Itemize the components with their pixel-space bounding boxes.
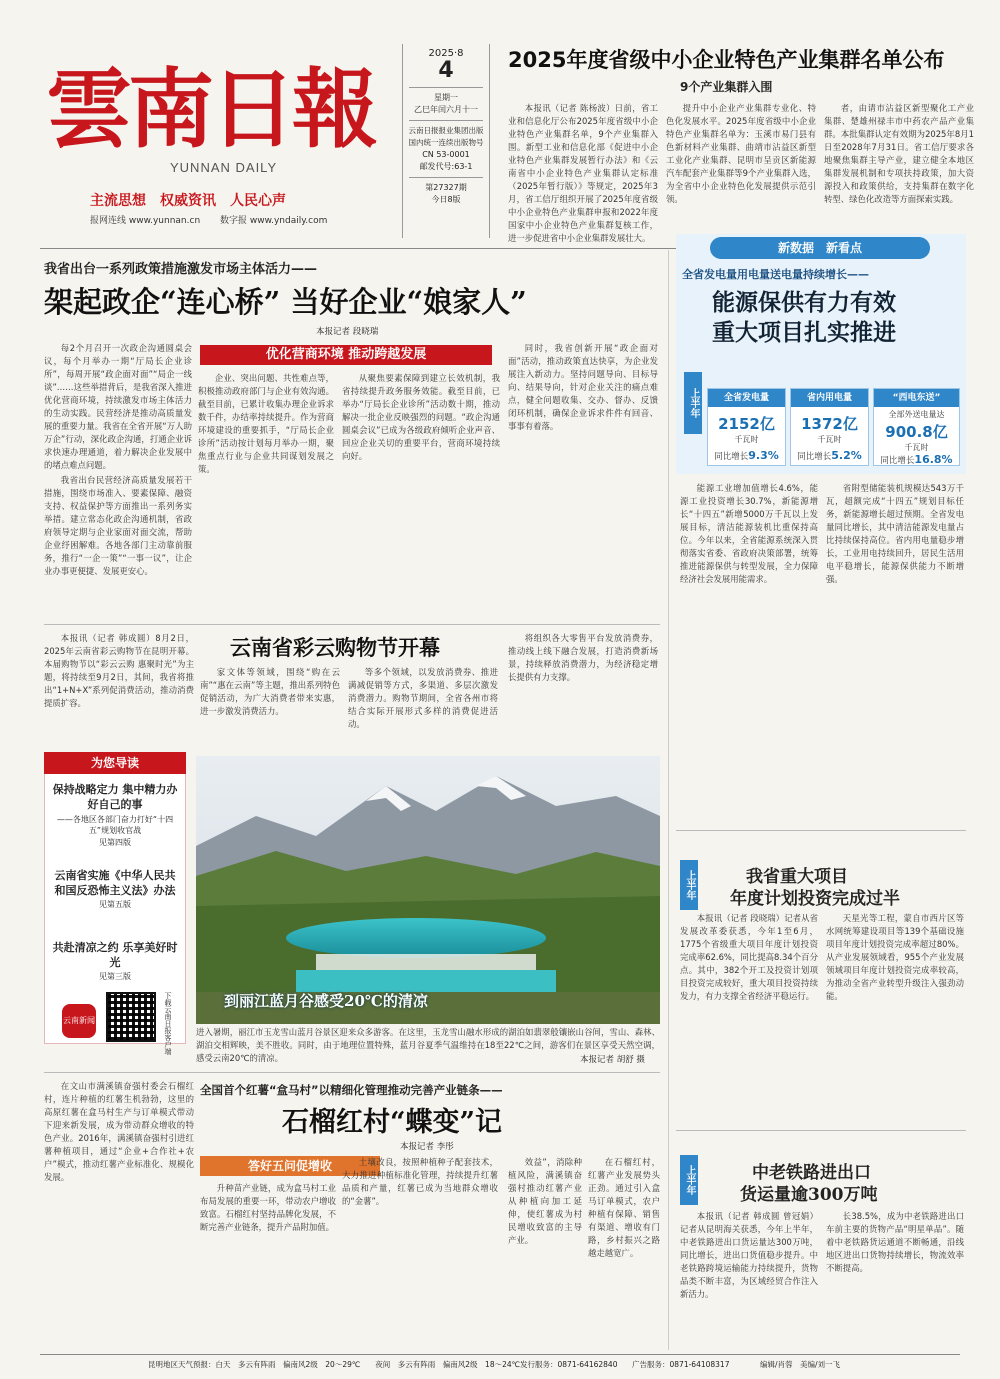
policy-title: 架起政企“连心桥” 当好企业“娘家人” [44, 285, 527, 319]
projects-title-1: 我省重大项目 [746, 867, 848, 887]
stat-power-usage: 省内用电量 1372亿 千瓦时 同比增长5.2% [790, 388, 869, 466]
policy-banner: 优化营商环境 推动跨越发展 [200, 345, 492, 365]
lead-title: 2025年度省级中小企业特色产业集群名单公布 [508, 48, 945, 72]
date-weekday: 星期一 [434, 93, 458, 102]
policy-col-4: 从聚焦要素保障到建立长效机制，我省持续提升政务服务效能。截至目前，已举办“厅局长企业诊所”活动数十期，推动解决一批企业反映强烈的问题。“政企沟通圆桌会议”已成为各级政府倾听企业声音、回应企业关切的重要平台，营商环境持续向好。 [342, 373, 500, 461]
energy-col-1: 能源工业增加值增长4.6%，能源工业投资增长30.7%，新能源增长“十四五”新增5000万千瓦以上发展目标，清洁能源装机比重保持高位。今年以来，全省能源系统深入贯彻落实省委、省政府决策部署，统筹推进能源保供与转型发展，全力保障经济社会发展用能需求。 [680, 483, 818, 584]
policy-divider [44, 624, 660, 625]
village-byline: 本报记者 李彤 [400, 1142, 454, 1152]
masthead-slogans: 主流思想 权威资讯 人民心声 [90, 193, 286, 209]
village-col-left: 在文山市满溪镇奋强村委会石榴红村，连片种植的红薯生机勃勃，这里的高原红薯在盒马村生产与订单模式带动下迎来新发展，成为带动群众增收的特色产业。2016年，满溪镇奋强村引进红薯种植项目，通过“企业+合作社+农户”模式，推动红薯产业标准化、规模化发展。 [44, 1081, 194, 1182]
stat-power-generation: 全省发电量 2152亿 千瓦时 同比增长9.3% [707, 388, 786, 466]
stat-value: 2152亿 [718, 415, 775, 433]
lijiang-photo [196, 756, 660, 1024]
projects-col-2: 天星光等工程，蒙自市西片区等水网统筹建设项目等139个基础设施项目年度计划投资完成率超过80%。从产业发展领域看，955个产业发展领域项目年度计划投资完成率较高，为推动全省产业转型升级注入强劲动能。 [826, 913, 964, 1001]
rail-col-1: 本报讯（记者 韩成圆 曾冠娟）记者从昆明海关获悉，今年上半年，中老铁路进出口货运量达300万吨，同比增长，进出口货值稳步提升。中老铁路跨境运输能力持续提升，货物品类不断丰富，为区域经贸合作注入新活力。 [680, 1211, 818, 1299]
photo-divider [44, 1072, 660, 1073]
date-lunar: 乙巳年闰六月十一 [414, 105, 478, 114]
publisher: 云南日报报业集团出版 [408, 126, 484, 135]
energy-col-2: 省附型储能装机规模达543万千瓦，超额完成“十四五”规划目标任务，新能源增长超过预期。全省发电量同比增长，其中清洁能源发电量占比持续保持高位。省内用电量稳步增长，工业用电持续回升，居民生活用电平稳增长，能源保供能力不断增强。 [826, 483, 964, 584]
village-col-1: 升种苗产业链，成为盒马村工业布局发展的重要一环，带动农户增收致富。石榴红村坚持品牌化发展，不断完善产业链条，提升产品附加值。 [200, 1183, 336, 1232]
stat-value: 1372亿 [801, 415, 858, 433]
energy-title-1: 能源保供有力有效 [712, 289, 896, 316]
lead-col-3: 者，由请市沾益区新型聚化工产业集群、楚雄州禄丰市中药农产品产业集群。本批集群认定有效期为2025年8月1日至2028年7月31日。省工信厅要求各地聚焦集群主导产业，建立健全本地区集群发展机制和专项扶持政策，加大资源投入和政策供给，支持集群在数字化转型、绿色化改造等方面探索实践。 [824, 103, 974, 204]
guide-item-page: 见第三版 [99, 972, 131, 981]
app-logo-icon: 云南新闻 [62, 1004, 96, 1038]
masthead-logo: 雲南日報 [46, 59, 374, 160]
policy-col-3: 企业、突出问题、共性难点等，积极推动政府部门与企业有效沟通。截至目前，已累计收集办理企业诉求数千件，办结率持续提升。作为营商环境建设的重要抓手，“厅局长企业诊所”活动按计划每月举办一期，聚焦重点行业与企业共同谋划发展之策。 [198, 373, 334, 474]
rail-title-1: 中老铁路进出口 [752, 1163, 871, 1183]
guide-item-title: 云南省实施《中华人民共和国反恐怖主义法》办法 [54, 869, 176, 897]
photo-credit: 本报记者 胡舒 摄 [580, 1055, 645, 1065]
footer-weather: 昆明地区天气预报：白天 多云有阵雨 偏南风2级 20～29℃ 夜间 多云有阵雨 偏南风2级 18～24℃ [148, 1360, 521, 1369]
qr-code-icon[interactable] [106, 992, 156, 1042]
shopping-title: 云南省彩云购物节开幕 [230, 635, 440, 660]
stat-value: 900.8亿 [885, 423, 948, 441]
projects-divider [676, 1130, 966, 1131]
energy-half-tag: 上半年 [684, 372, 702, 434]
cn-label: 国内统一连续出版物号 [408, 138, 484, 147]
photo-text: 进入暑期，丽江市玉龙雪山蓝月谷景区迎来众多游客。在这里，玉龙雪山融水形成的湖泊如翡翠般镶嵌山谷间，雪山、森林、湖泊交相辉映，美不胜收。同时，由于地理位置特殊，蓝月谷夏季气温维持在18至22℃之间，游客们在景区享受天然空调，感受云南20℃的清凉。 [196, 1027, 660, 1063]
guide-item-3[interactable] [50, 940, 180, 984]
projects-half-tag: 上半年 [680, 860, 698, 910]
policy-col-1: 每2个月召开一次政企沟通圆桌会议，每个月举办一期“厅局长企业诊所”，每周开展“政企面对面”“局企一线谈”……这些举措背后，是我省深入推进优化营商环境，持续激发市场主体活力的生动实践。民营经济是推动高质量发展的重要力量。我省在全省开展“万人助万企”行动，深化政企沟通，打通企业诉求快速办理通道，着力解决企业发展中的堵点难点问题。 我省出台民营经济高质量发展若干措施，围绕市场准入、要素保障、融资支持、权益保护等方面推出一系列务实举措。建立常态化政企沟通机制，省政府领导定期与企业家面对面交流，帮助企业纾困解难。各地各部门主动靠前服务，推行“一企一策”“一事一议”，让企业办事更便捷、发展更安心。 [44, 343, 192, 576]
guide-item-page: 见第五版 [99, 900, 131, 909]
rail-col-2: 长38.5%，成为中老铁路进出口车前主要的货物产品“明星单品”。随着中老铁路货运通道不断畅通，沿线地区进出口货物持续增长，物流效率不断提高。 [826, 1211, 964, 1273]
footer-ads: 广告服务：0871-64108317 [632, 1360, 730, 1369]
lead-subtitle: 9个产业集群入围 [680, 80, 773, 94]
qr-caption: 下载云南日报客户端 [164, 992, 172, 1055]
village-kicker: 全国首个红薯“盒马村”以精细化管理推动完善产业链条—— [200, 1083, 503, 1097]
masthead-site2[interactable]: 数字报 www.yndaily.com [220, 216, 328, 226]
column-rule [668, 250, 669, 1350]
footer-divider [40, 1354, 960, 1355]
guide-item-page: 见第四版 [99, 838, 131, 847]
village-col-4: 在石榴红村，红薯产业发展势头正劲。通过引入盒马订单模式，农户种植有保障、销售有渠道、增收有门路，乡村振兴之路越走越宽广。 [588, 1157, 660, 1258]
stat-west-east-power: “西电东送” 全部外送电量达 900.8亿 千瓦时 同比增长16.8% [873, 388, 960, 466]
shopping-col-1: 本报讯（记者 韩成圆）8月2日，2025年云南省彩云购物节在昆明开幕。本届购物节以“彩云云购 惠聚时光”为主题，将持续至9月2日，其间，我省将推出“1+N+X”系列促消费活动，推动消费提质扩容。 [44, 633, 194, 708]
village-title: 石榴红村“蝶变”记 [282, 1107, 503, 1138]
photo-caption: 到丽江蓝月谷感受20℃的清凉 [224, 992, 428, 1010]
village-col-3: 效益”，消除种植风险，满溪镇奋强村推动红薯产业从种植向加工延伸，使红薯成为村民增收致富的主导产业。 [508, 1157, 582, 1245]
postal-code: 邮发代号:63-1 [419, 162, 473, 171]
guide-header: 为您导读 [44, 752, 186, 774]
energy-divider [676, 830, 966, 831]
energy-kicker: 全省发电量用电量送电量持续增长—— [682, 268, 869, 281]
landscape-image [196, 756, 660, 1024]
village-banner: 答好五问促增收 [200, 1156, 380, 1176]
shopping-col-4: 将组织各大零售平台发放消费券，推动线上线下融合发展，打造消费新场景，持续释放消费潜力，为经济稳定增长提供有力支撑。 [508, 633, 658, 682]
issue-number: 第27327期 [425, 183, 467, 192]
page-count: 今日8版 [431, 195, 461, 204]
policy-kicker: 我省出台一系列政策措施激发市场主体活力—— [44, 262, 318, 277]
footer-editors: 编辑/肖蓉 美编/刘一飞 [760, 1360, 841, 1369]
projects-col-1: 本报讯（记者 段晓瑞）记者从省发展改革委获悉，今年1至6月，1775个省级重大项目年度计划投资完成率62.6%，同比提高8.34个百分点。其中，382个开工及投资计划项目投资完成较好，重大项目投资持续发力，有力支撑全省经济平稳运行。 [680, 913, 818, 1001]
date-day: 4 [438, 58, 454, 83]
village-col-2: 土壤改良，按照种植种子配套技术，大力推进种植标准化管理，持续提升红薯品质和产量，红薯已成为当地群众增收的“金薯”。 [342, 1157, 498, 1206]
policy-col-5: 同时，我省创新开展“政企面对面”活动，推动政策直达快享，为企业发展注入新动力。坚持问题导向、目标导向、结果导向，针对企业关注的痛点难点，健全问题收集、交办、督办、反馈闭环机制，确保企业诉求件件有回音、事事有着落。 [508, 343, 658, 431]
policy-byline: 本报记者 段晓瑞 [316, 327, 379, 337]
energy-header: 新数据 新看点 [710, 237, 930, 259]
masthead-site[interactable]: 报网连线 www.yunnan.cn [90, 216, 201, 226]
date-box [402, 44, 490, 238]
masthead-name-en: YUNNAN DAILY [170, 160, 278, 175]
rail-half-tag: 上半年 [680, 1155, 698, 1205]
shopping-col-3: 等多个领域，以发放消费券、推进满减促销等方式，多渠道、多层次激发消费潜力。购物节期间，全省各州市将结合实际开展形式多样的消费促进活动。 [348, 667, 498, 729]
lead-col-2: 提升中小企业产业集群专业化、特色化发展水平。2025年度省级中小企业特色产业集群名单为：玉溪市易门县有色新材料产业集群、曲靖市沾益区新型工业化产业集群、昆明市呈贡区新能源汽车配套产业集群等9个产业集群入选，为全省中小企业特色化发展提供示范引领。 [666, 103, 816, 204]
guide-item-2[interactable] [50, 868, 180, 912]
cn-number: CN 53-0001 [422, 150, 470, 159]
shopping-col-2: 家文体等领域，围绕“购在云南”“惠在云南”等主题，推出系列特色促销活动，为广大消费者带来实惠，进一步激发消费活力。 [200, 667, 340, 716]
guide-item-1[interactable] [50, 782, 180, 850]
footer-service: 发行服务：0871-64162840 [520, 1360, 618, 1369]
guide-item-title: 保持战略定力 集中精力办好自己的事 [52, 783, 178, 811]
date-year-month: 2025·8 [428, 48, 464, 59]
projects-title-2: 年度计划投资完成过半 [730, 889, 900, 909]
rail-title-2: 货运量逾300万吨 [740, 1185, 878, 1205]
guide-item-title: 共赴清凉之约 乐享美好时光 [52, 941, 178, 969]
guide-item-sub: ——各地区各部门奋力打好“十四五”规划收官战 [56, 815, 174, 835]
energy-title-2: 重大项目扎实推进 [712, 319, 896, 346]
lead-col-1: 本报讯（记者 陈杨波）日前，省工业和信息化厅公布2025年度省级中小企业特色产业集群名单，9个产业集群入围。新型工业和信息化部《促进中小企业特色产业集群发展暂行办法》和《云南省中小企业特色产业集群认定标准（2025年暂行版）》等规定，2025年3月，省工信厅组织开展了2025年度省级中小企业特色产业集群申报和2022年度国家中小企业特色产业集群复核工作，进一步促进省中小企业集群发展壮大。 [508, 103, 658, 242]
